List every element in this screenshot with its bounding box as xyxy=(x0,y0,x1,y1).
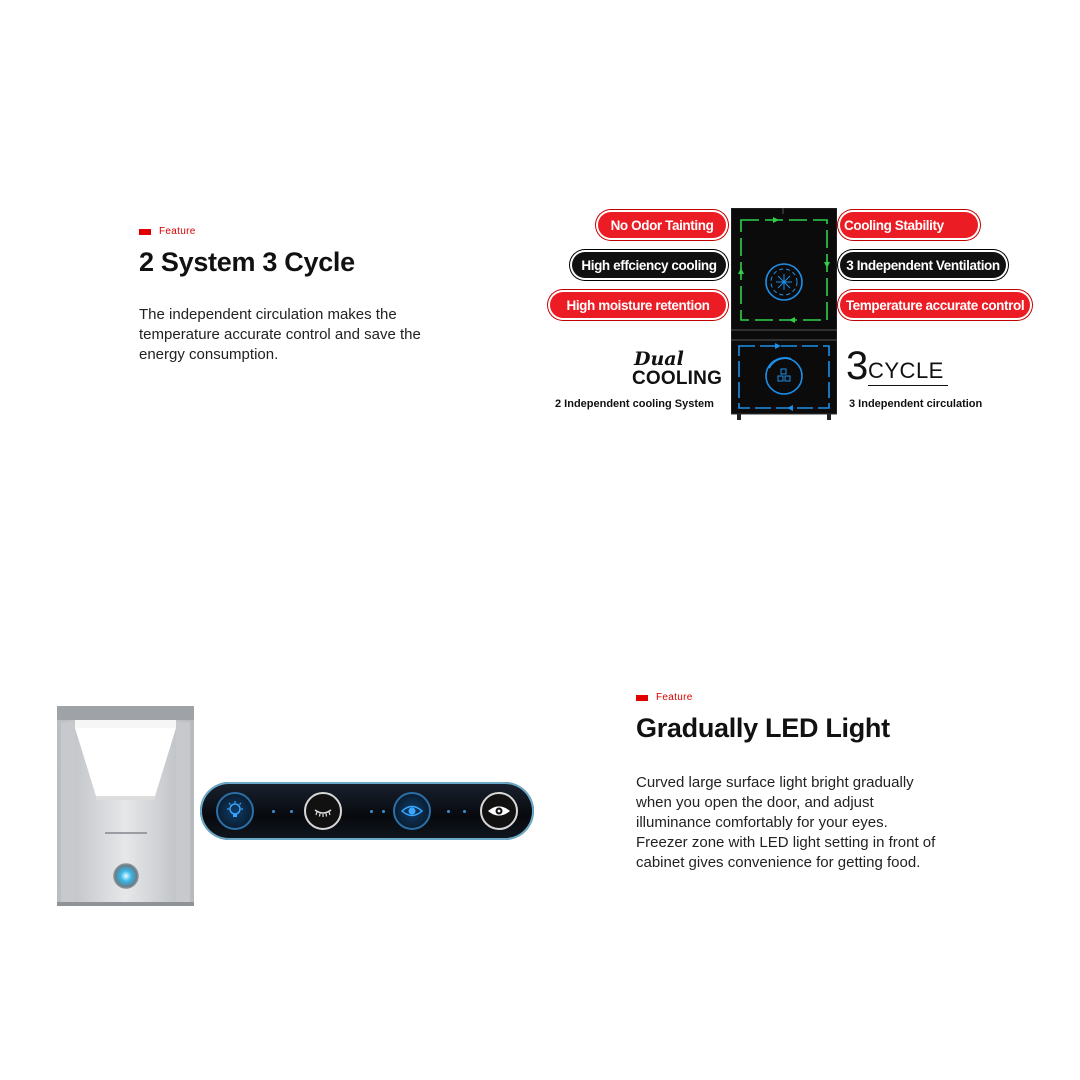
led-mode-control-bar xyxy=(200,782,534,840)
cycle-logo-underline xyxy=(868,385,948,386)
separator-dot xyxy=(370,810,373,813)
pill-3-independent-ventilation: 3 Independent Ventilation xyxy=(838,250,1008,280)
separator-dot xyxy=(290,810,293,813)
feature-tag-marker xyxy=(139,229,151,235)
feature-section-2-system-3-cycle xyxy=(139,226,459,365)
section-title: Gradually LED Light xyxy=(636,713,890,743)
dual-logo-script: Dual xyxy=(634,348,684,370)
feature-section-gradually-led-light xyxy=(636,692,946,873)
feature-tag xyxy=(636,692,946,703)
pill-temperature-accurate-control: Temperature accurate control xyxy=(838,290,1032,320)
fridge-door-light-image xyxy=(57,706,194,906)
feature-tag-marker xyxy=(636,695,648,701)
separator-dot xyxy=(272,810,275,813)
led-mode-sleep-button[interactable] xyxy=(304,792,342,830)
led-mode-bright-button[interactable] xyxy=(480,792,518,830)
pill-no-odor-tainting: No Odor Tainting xyxy=(596,210,728,240)
separator-dot xyxy=(382,810,385,813)
feature-tag-label: Feature xyxy=(159,226,196,237)
separator-dot xyxy=(463,810,466,813)
section-description: Curved large surface light bright gradually when you open the door, and adjust illuminance comfortably for your eyes. Freezer zone with LED light setting in front of cabinet gives convenience for getting food. xyxy=(636,774,936,871)
feature-tag xyxy=(139,226,459,237)
bulb-icon xyxy=(224,800,246,822)
section-title: 2 System 3 Cycle xyxy=(139,247,355,277)
dual-cooling-caption: 2 Independent cooling System xyxy=(555,398,714,410)
cycle-logo-word: CYCLE xyxy=(868,358,944,383)
led-mode-eye-button[interactable] xyxy=(393,792,431,830)
dual-logo-word: COOLING xyxy=(632,368,723,389)
eye-icon xyxy=(400,800,424,822)
led-mode-bulb-button[interactable] xyxy=(216,792,254,830)
section-description: The independent circulation makes the temperature accurate control and save the energy consumption. xyxy=(139,306,421,363)
pill-high-efficiency-cooling: High effciency cooling xyxy=(570,250,728,280)
dual-cooling-logo xyxy=(632,350,724,394)
feature-tag-label: Feature xyxy=(656,692,693,703)
eye-bright-icon xyxy=(487,800,511,822)
cycle-logo-number: 3 xyxy=(846,344,869,388)
fridge-cooling-diagram xyxy=(731,208,837,420)
3-cycle-caption: 3 Independent circulation xyxy=(849,398,983,410)
closed-eye-icon xyxy=(312,800,334,822)
pill-high-moisture-retention: High moisture retention xyxy=(548,290,728,320)
pill-cooling-stability: Cooling Stability xyxy=(838,210,980,240)
3-cycle-logo xyxy=(846,344,950,390)
separator-dot xyxy=(447,810,450,813)
